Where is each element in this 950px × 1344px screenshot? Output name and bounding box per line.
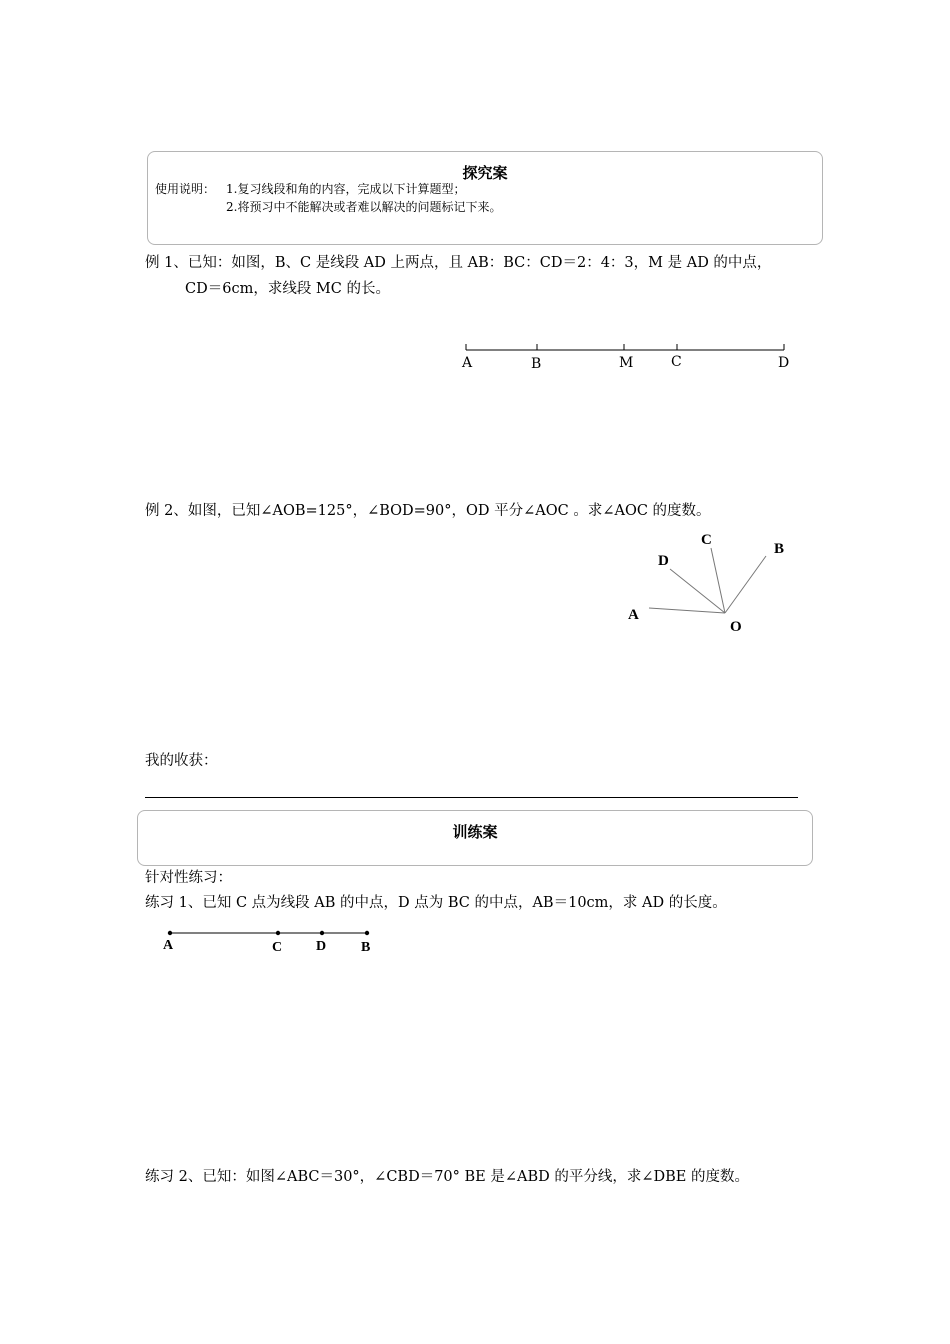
example1-line1: 例 1、已知：如图，B、C 是线段 AD 上两点，且 AB：BC：CD＝2：4：3，M 是 AD 的中点， bbox=[145, 255, 772, 271]
ray-ob bbox=[725, 556, 766, 613]
point-c bbox=[276, 931, 280, 935]
label-m: M bbox=[619, 355, 634, 371]
label-o: O bbox=[730, 619, 742, 635]
label-b: B bbox=[774, 541, 785, 557]
label-d: D bbox=[658, 553, 669, 569]
usage-item-1: 1.复习线段和角的内容，完成以下计算题型； bbox=[226, 182, 466, 196]
example2-text: 例 2、如图，已知∠AOB=125°，∠BOD=90°，OD 平分∠AOC 。求∠AOC 的度数。 bbox=[145, 503, 711, 519]
point-d bbox=[320, 931, 324, 935]
label-c: C bbox=[701, 532, 712, 548]
harvest-label: 我的收获： bbox=[145, 753, 218, 769]
label-d: D bbox=[778, 355, 790, 371]
label-b: B bbox=[531, 356, 542, 372]
exercise1-figure bbox=[155, 922, 385, 962]
label-b: B bbox=[361, 940, 371, 955]
usage-item-2: 2.将预习中不能解决或者难以解决的问题标记下来。 bbox=[226, 200, 502, 214]
explore-box bbox=[147, 151, 823, 245]
example1-line2: CD＝6cm，求线段 MC 的长。 bbox=[185, 281, 390, 297]
label-c: C bbox=[272, 940, 283, 955]
ray-oa bbox=[649, 608, 725, 613]
label-c: C bbox=[671, 354, 682, 370]
label-d: D bbox=[316, 939, 327, 954]
example1-figure bbox=[455, 338, 800, 378]
usage-label: 使用说明： bbox=[155, 182, 216, 196]
exercise1-text: 练习 1、已知 C 点为线段 AB 的中点，D 点为 BC 的中点，AB＝10cm，求 AD 的长度。 bbox=[145, 895, 727, 911]
point-a bbox=[168, 931, 172, 935]
point-b bbox=[365, 931, 369, 935]
train-title: 训练案 bbox=[452, 823, 498, 841]
label-a: A bbox=[163, 938, 174, 953]
explore-title: 探究案 bbox=[462, 164, 508, 182]
label-a: A bbox=[462, 355, 473, 371]
harvest-answer-line bbox=[145, 797, 798, 798]
example2-figure bbox=[620, 525, 800, 640]
targeted-practice-label: 针对性练习： bbox=[145, 870, 232, 886]
label-a: A bbox=[628, 607, 639, 623]
exercise2-text: 练习 2、已知：如图∠ABC＝30°，∠CBD＝70° BE 是∠ABD 的平分线，求∠DBE 的度数。 bbox=[145, 1169, 749, 1185]
train-box bbox=[137, 810, 813, 866]
